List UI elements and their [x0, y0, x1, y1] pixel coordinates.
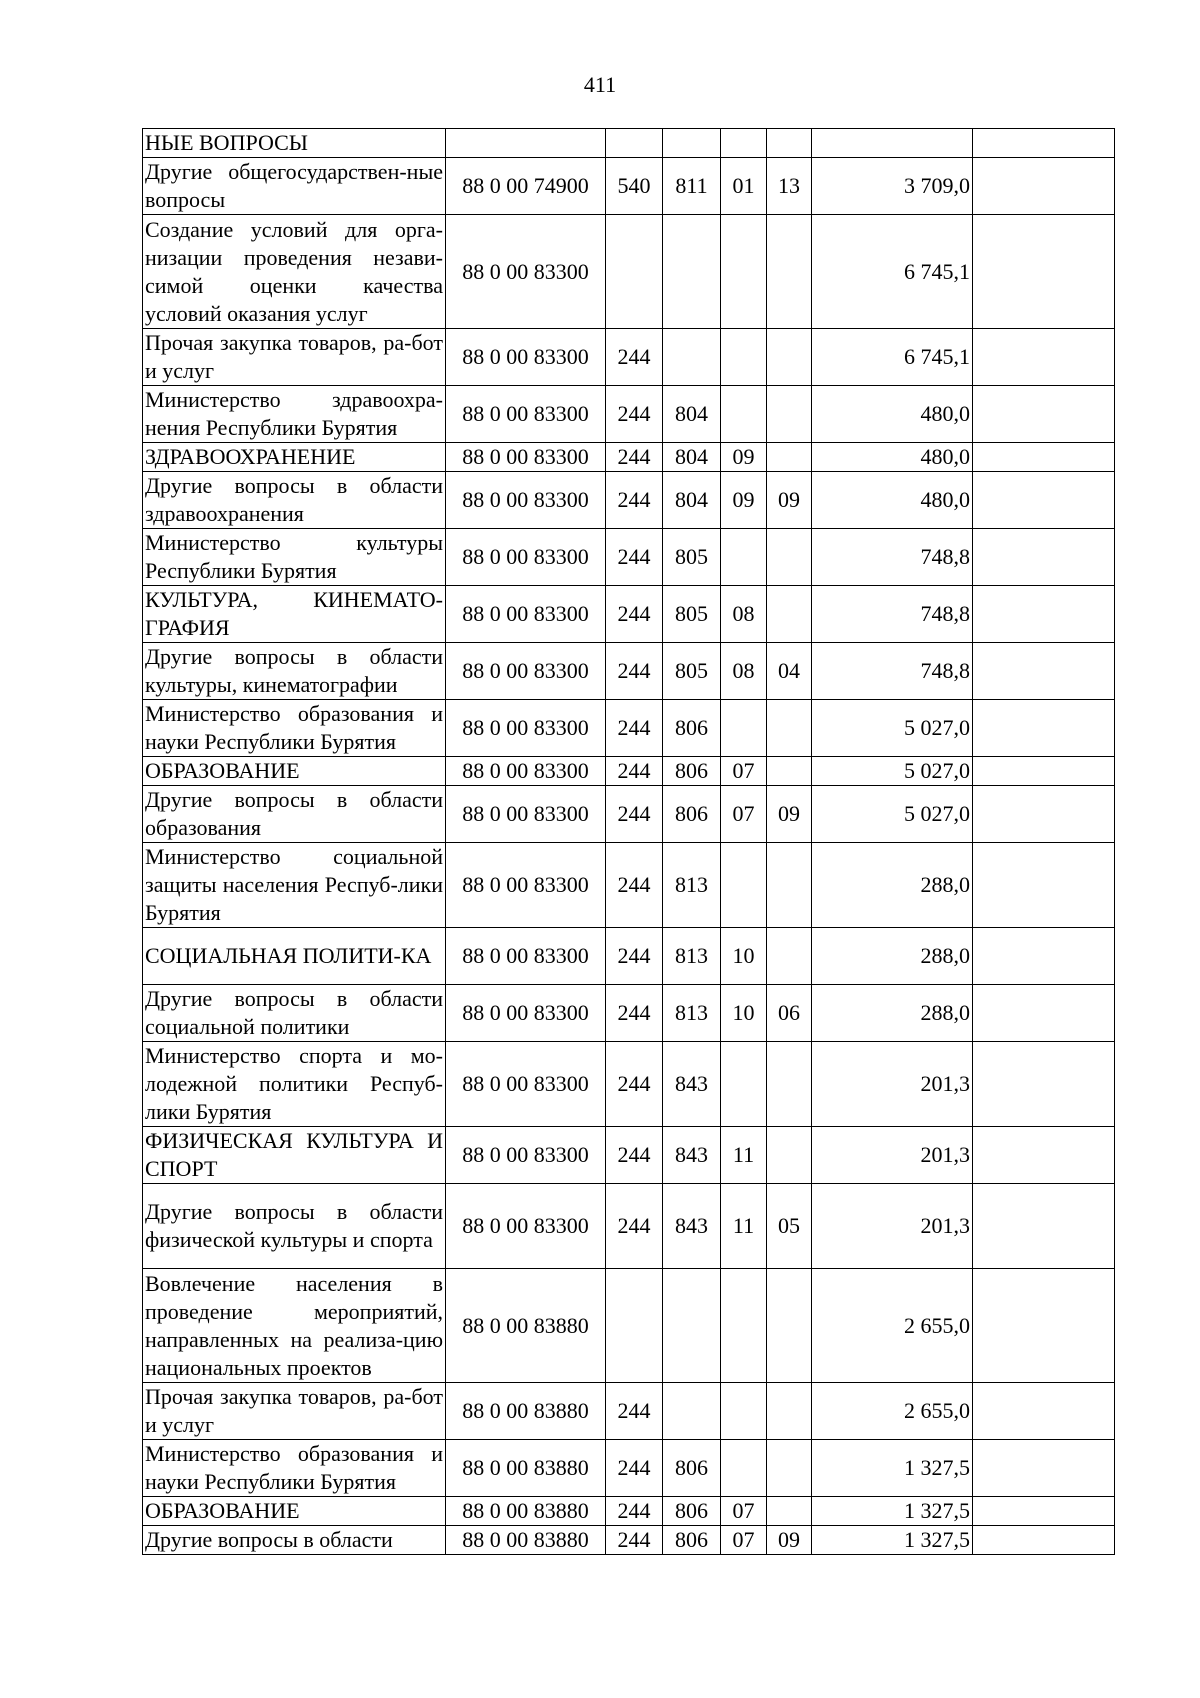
- row-empty-cell: [973, 1383, 1115, 1440]
- row-expense-type: [606, 215, 663, 329]
- row-empty-cell: [973, 1269, 1115, 1383]
- row-expense-type: 244: [606, 1042, 663, 1127]
- row-subsection: [767, 1497, 812, 1526]
- table-row: [143, 985, 1115, 1042]
- row-amount: 6 745,1: [812, 215, 973, 329]
- row-ministry-code: 843: [663, 1184, 721, 1269]
- row-empty-cell: [973, 386, 1115, 443]
- row-section: 11: [721, 1127, 767, 1184]
- row-empty-cell: [973, 472, 1115, 529]
- row-empty-cell: [973, 786, 1115, 843]
- row-section: 07: [721, 757, 767, 786]
- row-name: Другие вопросы в области здравоохранения: [143, 472, 446, 529]
- row-subsection: [767, 215, 812, 329]
- row-name: Министерство культуры Республики Бурятия: [143, 529, 446, 586]
- row-amount: 5 027,0: [812, 757, 973, 786]
- row-name: Вовлечение населения в проведение мероприятий, направленных на реализа-цию национальных проектов: [143, 1269, 446, 1383]
- table-row: [143, 1042, 1115, 1127]
- row-expense-type: 244: [606, 1440, 663, 1497]
- row-section: 11: [721, 1184, 767, 1269]
- row-ministry-code: 806: [663, 757, 721, 786]
- row-target-code: 88 0 00 83300: [446, 443, 606, 472]
- row-target-code: 88 0 00 83880: [446, 1440, 606, 1497]
- row-name: Прочая закупка товаров, ра-бот и услуг: [143, 1383, 446, 1440]
- table-row: [143, 1383, 1115, 1440]
- row-empty-cell: [973, 329, 1115, 386]
- table-row: [143, 928, 1115, 985]
- row-ministry-code: 804: [663, 386, 721, 443]
- budget-table: [142, 128, 1115, 1555]
- row-ministry-code: [663, 1269, 721, 1383]
- row-empty-cell: [973, 1440, 1115, 1497]
- row-expense-type: 244: [606, 386, 663, 443]
- row-name: Прочая закупка товаров, ра-бот и услуг: [143, 329, 446, 386]
- table-row: [143, 386, 1115, 443]
- row-subsection: [767, 1269, 812, 1383]
- row-section: [721, 215, 767, 329]
- row-name: Министерство спорта и мо-лодежной политики Респуб-лики Бурятия: [143, 1042, 446, 1127]
- row-amount: 1 327,5: [812, 1526, 973, 1555]
- row-ministry-code: 805: [663, 529, 721, 586]
- row-ministry-code: 805: [663, 643, 721, 700]
- row-amount: 480,0: [812, 443, 973, 472]
- row-name: Министерство здравоохра-нения Республики Бурятия: [143, 386, 446, 443]
- row-name: ОБРАЗОВАНИЕ: [143, 757, 446, 786]
- row-ministry-code: 813: [663, 985, 721, 1042]
- row-name: Другие вопросы в области физической культуры и спорта: [143, 1184, 446, 1269]
- table-row: [143, 1526, 1115, 1555]
- row-section: [721, 1440, 767, 1497]
- row-section: [721, 529, 767, 586]
- row-empty-cell: [973, 1526, 1115, 1555]
- row-section: 08: [721, 643, 767, 700]
- row-name: Министерство образования и науки Республики Бурятия: [143, 1440, 446, 1497]
- row-expense-type: 244: [606, 586, 663, 643]
- table-row: [143, 529, 1115, 586]
- row-expense-type: 244: [606, 643, 663, 700]
- row-target-code: 88 0 00 83300: [446, 928, 606, 985]
- row-target-code: 88 0 00 83300: [446, 1127, 606, 1184]
- row-ministry-code: 805: [663, 586, 721, 643]
- row-ministry-code: 813: [663, 843, 721, 928]
- row-empty-cell: [973, 1042, 1115, 1127]
- row-name: ОБРАЗОВАНИЕ: [143, 1497, 446, 1526]
- row-amount: [812, 129, 973, 158]
- row-ministry-code: 806: [663, 1497, 721, 1526]
- row-name: Создание условий для орга-низации проведения незави-симой оценки качества условий оказания услуг: [143, 215, 446, 329]
- row-section: [721, 386, 767, 443]
- row-ministry-code: 806: [663, 786, 721, 843]
- row-section: 09: [721, 472, 767, 529]
- row-name: Другие вопросы в области: [143, 1526, 446, 1555]
- row-subsection: 06: [767, 985, 812, 1042]
- table-row: [143, 757, 1115, 786]
- row-expense-type: 244: [606, 529, 663, 586]
- row-subsection: [767, 1042, 812, 1127]
- row-subsection: 04: [767, 643, 812, 700]
- row-ministry-code: 804: [663, 472, 721, 529]
- row-empty-cell: [973, 1127, 1115, 1184]
- row-name: Другие вопросы в области социальной политики: [143, 985, 446, 1042]
- row-target-code: 88 0 00 83300: [446, 985, 606, 1042]
- row-target-code: [446, 129, 606, 158]
- row-amount: 1 327,5: [812, 1497, 973, 1526]
- row-amount: 288,0: [812, 985, 973, 1042]
- row-target-code: 88 0 00 74900: [446, 158, 606, 215]
- row-subsection: [767, 1127, 812, 1184]
- row-name: Другие вопросы в области образования: [143, 786, 446, 843]
- row-subsection: [767, 1440, 812, 1497]
- row-empty-cell: [973, 1184, 1115, 1269]
- row-amount: 5 027,0: [812, 700, 973, 757]
- row-subsection: [767, 586, 812, 643]
- row-expense-type: 540: [606, 158, 663, 215]
- row-ministry-code: 806: [663, 1440, 721, 1497]
- row-subsection: 13: [767, 158, 812, 215]
- row-name: СОЦИАЛЬНАЯ ПОЛИТИ-КА: [143, 928, 446, 985]
- row-target-code: 88 0 00 83880: [446, 1269, 606, 1383]
- table-body: [143, 129, 1115, 1555]
- row-ministry-code: [663, 1383, 721, 1440]
- row-ministry-code: 813: [663, 928, 721, 985]
- row-empty-cell: [973, 928, 1115, 985]
- row-target-code: 88 0 00 83300: [446, 786, 606, 843]
- row-amount: 748,8: [812, 529, 973, 586]
- row-amount: 5 027,0: [812, 786, 973, 843]
- row-ministry-code: 811: [663, 158, 721, 215]
- row-subsection: 09: [767, 786, 812, 843]
- table-row: [143, 129, 1115, 158]
- row-target-code: 88 0 00 83300: [446, 700, 606, 757]
- row-name: КУЛЬТУРА, КИНЕМАТО-ГРАФИЯ: [143, 586, 446, 643]
- row-subsection: 09: [767, 1526, 812, 1555]
- table-row: [143, 1269, 1115, 1383]
- row-subsection: [767, 129, 812, 158]
- row-ministry-code: 843: [663, 1042, 721, 1127]
- row-empty-cell: [973, 443, 1115, 472]
- row-name: ФИЗИЧЕСКАЯ КУЛЬТУРА И СПОРТ: [143, 1127, 446, 1184]
- row-ministry-code: 806: [663, 1526, 721, 1555]
- row-name: ЗДРАВООХРАНЕНИЕ: [143, 443, 446, 472]
- page-number: 411: [583, 72, 617, 97]
- row-expense-type: 244: [606, 1497, 663, 1526]
- row-amount: 201,3: [812, 1184, 973, 1269]
- table-row: [143, 443, 1115, 472]
- row-section: 01: [721, 158, 767, 215]
- row-name: Министерство образования и науки Республики Бурятия: [143, 700, 446, 757]
- row-target-code: 88 0 00 83300: [446, 586, 606, 643]
- row-empty-cell: [973, 215, 1115, 329]
- row-amount: 748,8: [812, 586, 973, 643]
- row-subsection: 09: [767, 472, 812, 529]
- table-row: [143, 1127, 1115, 1184]
- row-amount: 2 655,0: [812, 1269, 973, 1383]
- row-expense-type: 244: [606, 843, 663, 928]
- table-row: [143, 1440, 1115, 1497]
- row-section: [721, 329, 767, 386]
- row-section: 10: [721, 985, 767, 1042]
- row-expense-type: 244: [606, 786, 663, 843]
- table-row: [143, 215, 1115, 329]
- row-subsection: [767, 329, 812, 386]
- row-target-code: 88 0 00 83880: [446, 1526, 606, 1555]
- row-empty-cell: [973, 985, 1115, 1042]
- row-ministry-code: 843: [663, 1127, 721, 1184]
- row-ministry-code: [663, 129, 721, 158]
- row-amount: 201,3: [812, 1127, 973, 1184]
- row-target-code: 88 0 00 83300: [446, 472, 606, 529]
- row-subsection: [767, 529, 812, 586]
- row-section: [721, 1269, 767, 1383]
- row-amount: 748,8: [812, 643, 973, 700]
- row-name: Министерство социальной защиты населения Респуб-лики Бурятия: [143, 843, 446, 928]
- table-row: [143, 329, 1115, 386]
- row-subsection: 05: [767, 1184, 812, 1269]
- row-amount: 288,0: [812, 843, 973, 928]
- row-expense-type: 244: [606, 757, 663, 786]
- row-expense-type: 244: [606, 1526, 663, 1555]
- table-row: [143, 1497, 1115, 1526]
- row-ministry-code: 806: [663, 700, 721, 757]
- table-row: [143, 643, 1115, 700]
- row-name: Другие общегосударствен-ные вопросы: [143, 158, 446, 215]
- row-section: [721, 1042, 767, 1127]
- row-target-code: 88 0 00 83300: [446, 1042, 606, 1127]
- row-empty-cell: [973, 700, 1115, 757]
- row-target-code: 88 0 00 83300: [446, 215, 606, 329]
- row-empty-cell: [973, 158, 1115, 215]
- row-target-code: 88 0 00 83300: [446, 529, 606, 586]
- row-section: [721, 700, 767, 757]
- row-amount: 201,3: [812, 1042, 973, 1127]
- row-amount: 3 709,0: [812, 158, 973, 215]
- row-target-code: 88 0 00 83880: [446, 1383, 606, 1440]
- table-row: [143, 1184, 1115, 1269]
- row-expense-type: [606, 1269, 663, 1383]
- row-expense-type: 244: [606, 443, 663, 472]
- row-target-code: 88 0 00 83300: [446, 643, 606, 700]
- row-amount: 1 327,5: [812, 1440, 973, 1497]
- row-section: [721, 1383, 767, 1440]
- row-subsection: [767, 386, 812, 443]
- row-empty-cell: [973, 843, 1115, 928]
- row-name: НЫЕ ВОПРОСЫ: [143, 129, 446, 158]
- table-row: [143, 158, 1115, 215]
- row-target-code: 88 0 00 83300: [446, 757, 606, 786]
- row-section: 08: [721, 586, 767, 643]
- table-row: [143, 700, 1115, 757]
- row-amount: 288,0: [812, 928, 973, 985]
- row-subsection: [767, 843, 812, 928]
- row-section: [721, 129, 767, 158]
- row-target-code: 88 0 00 83880: [446, 1497, 606, 1526]
- row-empty-cell: [973, 643, 1115, 700]
- row-section: 07: [721, 1497, 767, 1526]
- row-subsection: [767, 928, 812, 985]
- row-expense-type: 244: [606, 329, 663, 386]
- row-expense-type: 244: [606, 472, 663, 529]
- table-row: [143, 786, 1115, 843]
- table-row: [143, 586, 1115, 643]
- row-ministry-code: [663, 215, 721, 329]
- row-expense-type: 244: [606, 1184, 663, 1269]
- row-expense-type: 244: [606, 985, 663, 1042]
- table-row: [143, 472, 1115, 529]
- row-target-code: 88 0 00 83300: [446, 329, 606, 386]
- row-subsection: [767, 1383, 812, 1440]
- row-name: Другие вопросы в области культуры, кинематографии: [143, 643, 446, 700]
- table-row: [143, 843, 1115, 928]
- row-empty-cell: [973, 129, 1115, 158]
- row-subsection: [767, 700, 812, 757]
- row-section: 07: [721, 786, 767, 843]
- row-expense-type: [606, 129, 663, 158]
- row-section: 07: [721, 1526, 767, 1555]
- row-empty-cell: [973, 586, 1115, 643]
- row-subsection: [767, 757, 812, 786]
- row-section: 09: [721, 443, 767, 472]
- row-ministry-code: [663, 329, 721, 386]
- row-expense-type: 244: [606, 1127, 663, 1184]
- row-target-code: 88 0 00 83300: [446, 843, 606, 928]
- row-target-code: 88 0 00 83300: [446, 1184, 606, 1269]
- row-target-code: 88 0 00 83300: [446, 386, 606, 443]
- row-section: 10: [721, 928, 767, 985]
- row-amount: 480,0: [812, 386, 973, 443]
- row-expense-type: 244: [606, 1383, 663, 1440]
- row-ministry-code: 804: [663, 443, 721, 472]
- row-amount: 6 745,1: [812, 329, 973, 386]
- row-amount: 2 655,0: [812, 1383, 973, 1440]
- row-subsection: [767, 443, 812, 472]
- row-expense-type: 244: [606, 928, 663, 985]
- row-amount: 480,0: [812, 472, 973, 529]
- row-empty-cell: [973, 757, 1115, 786]
- row-empty-cell: [973, 529, 1115, 586]
- row-expense-type: 244: [606, 700, 663, 757]
- row-section: [721, 843, 767, 928]
- row-empty-cell: [973, 1497, 1115, 1526]
